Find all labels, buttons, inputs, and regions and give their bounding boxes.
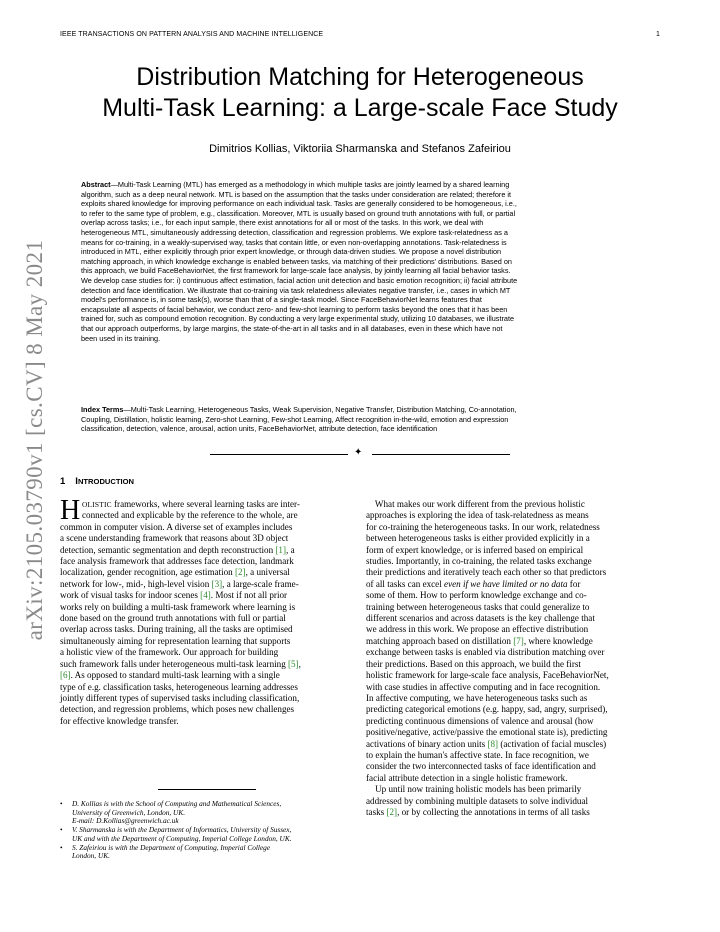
page-number: 1 [656,31,660,38]
text-run: their predictions. Based on this approach, we build the first [366,658,581,669]
text-run: tasks [366,806,387,817]
abstract-line [81,247,642,257]
body-line [60,613,354,624]
citation-link[interactable]: [3] [211,578,223,589]
section-title-rest: NTRODUCTION [77,477,135,486]
body-line [366,659,660,670]
body-line [366,602,660,613]
text-run: to explain the human's affective state. In face recognition, we [366,749,589,760]
body-line [366,739,660,750]
text-run: , a universal [245,567,290,578]
abstract-line [81,190,642,200]
body-line [366,522,660,533]
body-line [60,670,354,681]
text-run: we address in this work. We propose an effective distribution [366,624,589,635]
text-run: simultaneously aiming for representation learning that supports [60,635,291,646]
section-number: 1 [60,476,66,487]
text-run: a scene understanding framework that reasons about 3D object [60,533,289,544]
footnote-line: University of Greenwich, London, UK. [72,807,186,817]
text-run: form of expert knowledge, or is inferred based on empirical [366,544,584,555]
abstract-line [81,314,642,324]
abstract-line [81,199,642,209]
body-line [60,716,354,727]
body-line [366,567,660,578]
running-head: IEEE TRANSACTIONS ON PATTERN ANALYSIS AND MACHINE INTELLIGENCE [60,31,324,38]
divider-rule-right [372,454,510,455]
section-divider [210,449,510,461]
divider-rule-left [210,454,348,455]
paper-title [60,62,660,124]
abstract-text: detection and face identification. We illustrate that co-training via task relatedness alleviates negative transfer, i.e., cases in which MT [81,285,511,295]
body-line [366,590,660,601]
text-run: detection, semantic segmentation and depth reconstruction [60,544,276,555]
footnote-line: V. Sharmanska is with the Department of Informatics, University of Sussex, [72,825,292,835]
arxiv-stamp: arXiv:2105.03790v1 [cs.CV] 8 May 2021 [22,239,47,641]
text-run: exchange between tasks is enabled via distribution matching over [366,647,605,658]
body-line [366,693,660,704]
body-line [60,533,354,544]
footnote-rule [158,789,256,790]
citation-link[interactable]: [2] [386,806,398,817]
text-run: consider the two interconnected tasks of face identification and [366,761,596,772]
text-run: training between heterogeneous tasks that could generalize to [366,601,590,612]
body-line [366,510,660,521]
abstract-text: heterogeneous MTL, simultaneously addressing detection, classification and regression problems. We explore task-relatedness as a [81,227,508,237]
body-line [366,784,660,795]
text-run: of all tasks can excel [366,578,445,589]
abstract-line [81,276,642,286]
abstract-text: that our approach outperforms, by large margins, the state-of-the-art in all tasks and in all databases, even in these which have not [81,323,503,333]
footnote-item [60,826,354,843]
footnote-line: D. Kollias is with the School of Computing and Mathematical Sciences, [72,799,282,808]
abstract-text: overlap across tasks; i.e., for each input sample, there exist annotations for all or most of the tasks. In this work, we deal with [81,218,484,228]
body-line [60,602,354,613]
body-line [366,499,660,510]
text-run: matching approach based on distillation [366,635,514,646]
text-run: their predictions and iteratively teach each other so that predictors [366,567,607,578]
abstract-text: model's performance is, in some task(s), worse than that of a single-task model. Since FaceBehaviorNet learns features that [81,295,482,305]
body-line [366,636,660,647]
abstract-line [81,324,642,334]
abstract-text: algorithm, such as a deep neural network. MTL is based on the assumption that the tasks under consideration are related; therefore it [81,189,512,199]
abstract-text: trained for, such as compound emotion recognition. By conducting a very large experimental study, utilizing 10 databases, we illustrate [81,314,515,324]
footnote-line: S. Zafeiriou is with the Department of Computing, Imperial College [72,842,271,852]
body-line [366,796,660,807]
body-line [60,636,354,647]
text-run: localization, gender recognition, age estimation [60,567,235,578]
body-line [60,704,354,715]
text-run: for [567,578,581,589]
body-line [60,499,354,510]
text-run: What makes our work different from the previous holistic [366,499,585,509]
index-terms-text: —Multi-Task Learning, Heterogeneous Tasks, Weak Supervision, Negative Transfer, Distribution Matching, Co-annotation, [123,405,517,414]
abstract-text: —Multi-Task Learning (MTL) has emerged as a methodology in which multiple tasks are jointly learned by a shared learning [110,180,510,189]
body-line [366,773,660,784]
abstract-line [81,209,642,219]
title-line-2: Multi-Task Learning: a Large-scale Face Study [102,94,618,122]
citation-link[interactable]: [2] [235,567,246,578]
text-run: , or by collecting the annotations in terms of all tasks [397,806,590,817]
body-line [366,807,660,818]
abstract-line [81,180,642,190]
body-line [60,590,354,601]
body-line [60,693,354,704]
body-line [60,647,354,658]
text-run: , a large-scale frame- [222,578,299,589]
citation-link[interactable]: [5] [288,658,299,669]
abstract-text: means for co-training, in a weakly-supervised way, tasks that contain little, or even non-overlapping annotations. Task-relatedness is [81,237,507,247]
text-run: frameworks, where several learning tasks are inter- [111,499,300,509]
author-list: Dimitrios Kollias, Viktoriia Sharmanska and Stefanos Zafeiriou [209,143,511,155]
body-line [60,545,354,556]
citation-link[interactable]: [8] [487,738,499,749]
text-run: work of visual tasks for indoor scenes [60,590,201,601]
body-line [366,716,660,727]
text-run: . As opposed to standard multi-task learning with a single [70,670,280,681]
abstract-line [81,228,642,238]
abstract-line [81,218,642,228]
text-run: predicting categorical emotions (e.g. happy, sad, angry, surprised), [366,704,608,715]
footnote-bullet: • [60,842,63,852]
body-line [366,682,660,693]
text-run: different scenarios and across datasets is the key challenge that [366,613,595,624]
body-line [366,624,660,635]
body-line [366,545,660,556]
left-column [60,495,354,727]
text-run: approaches is exploring the idea of task-relatedness as means [366,510,589,521]
body-line [60,624,354,635]
text-run: a holistic view of the framework. Our approach for building [60,647,279,658]
abstract-line [81,286,642,296]
text-run: for co-training the heterogeneous tasks. In our work, relatedness [366,521,600,532]
body-line [366,533,660,544]
text-run: detection, and regression problems, which poses new challenges [60,704,295,715]
index-terms-line [81,405,642,415]
abstract-text: to refer to the same type of problem, e.g., classification. Moreover, MTL is usually based on ground truth annotations with full, or partial [81,208,516,218]
text-run: done based on the ground truth annotations with full or partial [60,613,286,624]
text-run: network for low-, mid-, high-level vision [60,578,212,589]
citation-link[interactable]: [7] [513,635,524,646]
text-run: some of them. How to perform knowledge exchange and co- [366,590,587,601]
body-line [366,761,660,772]
footnote-item [60,844,354,861]
abstract-line [81,334,642,344]
text-run: In affective computing, we have heterogeneous tasks such as [366,692,588,703]
abstract-text: encapsulate all aspects of facial behavior, we conduct zero- and few-shot learning to perform tasks beyond the ones that it has been [81,304,508,314]
citation-link[interactable]: [6] [60,670,71,681]
text-run: , [298,658,301,669]
title-line-1: Distribution Matching for Heterogeneous [136,63,584,91]
abstract-line [81,305,642,315]
abstract-text: exploits shared knowledge for improving performance on each individual task. Tasks are generally considered to be homogeneous, i.e., [81,199,517,209]
abstract-text: been used in its training. [81,333,161,343]
text-run: for effective knowledge transfer. [60,715,179,726]
footnote-bullet: • [60,825,63,835]
text-run: holistic framework for large-scale face analysis, FaceBehaviorNet, [366,670,609,681]
body-line [60,682,354,693]
body-line [60,579,354,590]
body-line [60,556,354,567]
abstract [81,180,642,343]
abstract-line [81,295,642,305]
text-run: . Most if not all prior [210,590,288,601]
text-run: common in computer vision. A diverse set of examples includes [60,521,293,532]
body-line [60,567,354,578]
body-line [366,647,660,658]
emphasis-text: even if we have limited or no data [444,578,568,589]
right-column [366,499,660,818]
text-run: works rely on building a multi-task framework where learning is [60,601,296,612]
drop-cap: H [60,495,81,526]
citation-link[interactable]: [4] [200,590,211,601]
citation-link[interactable]: [1] [275,544,287,555]
body-line [366,750,660,761]
text-run: such framework falls under heterogeneous multi-task learning [60,658,289,669]
abstract-text: this approach, we build FaceBehaviorNet, the first framework for large-scale face analysis, by jointly learning all facial behavior tasks. [81,266,511,276]
text-run: with case studies in affective computing and in face recognition. [366,681,601,692]
index-terms-text: Coupling, Distillation, holistic learning, Zero-shot Learning, Few-shot Learning, Affect recognition in-the-wild, emotion and expression [81,414,509,424]
divider-diamond-icon: ✦ [354,447,363,458]
footnote-item [60,800,354,826]
footnote-line: London, UK. [72,851,110,861]
body-line [366,670,660,681]
first-word-smallcaps: OLISTIC [82,500,112,509]
index-terms-label: Index Terms [81,405,124,414]
text-run: predicting continuous dimensions of valence and arousal (how [366,715,594,726]
body-line [366,579,660,590]
text-run: (activation of facial muscles) [498,738,607,749]
text-run: studies. Importantly, in co-training, the related tasks exchange [366,556,592,567]
text-run: facial attribute detection in a single holistic framework. [366,772,568,783]
index-terms [81,405,642,434]
section-title-initial: I [75,476,78,487]
index-terms-line [81,415,642,425]
abstract-text: introduced in MTL, either explicitly through prior expert knowledge, or through data-driven studies. We propose a novel distribution [81,247,502,257]
footnote-bullet: • [60,799,63,808]
index-terms-text: classification, detection, valence, arousal, action units, FaceBehaviorNet, attribute detection, face identification [81,424,438,434]
body-line [60,522,354,533]
text-run: type of e.g. classification tasks, heterogeneous learning addresses [60,681,298,692]
footnote-line: UK and with the Department of Computing, Imperial College London, UK. [72,833,292,843]
abstract-line [81,266,642,276]
abstract-line [81,238,642,248]
body-line [366,704,660,715]
body-line [366,556,660,567]
text-run: positive/negative, active/passive the emotional state is), predicting [366,727,608,738]
footnotes [60,800,354,861]
text-run: , a [286,544,295,555]
body-line [366,613,660,624]
index-terms-line [81,424,642,434]
text-run: , where knowledge [523,635,593,646]
text-run: between heterogeneous tasks is either provided explicitly in a [366,533,590,544]
body-line [366,727,660,738]
body-line [60,659,354,670]
section-heading [60,476,134,487]
abstract-text: matching approach, in which knowledge exchange is enabled between tasks, via matching of their predictions' distributions. Based on [81,256,512,266]
text-run: jointly different types of supervised tasks including classification, [60,692,300,703]
text-run: face analysis framework that addresses face detection, landmark [60,556,294,567]
abstract-label: Abstract [81,180,111,189]
body-line [60,510,354,521]
text-run: addressed by combining multiple datasets to solve individual [366,795,589,806]
text-run: activations of binary action units [366,738,488,749]
abstract-line [81,257,642,267]
abstract-text: We develop case studies for: i) continuous affect estimation, facial action unit detection and basic emotion recognition; ii) facial attribute [81,275,518,285]
text-run: overlap across tasks. During training, all the tasks are optimised [60,624,293,635]
text-run: connected and explicable by the reference to the whole, are [82,510,298,521]
footnote-line: E-mail: D.Kollias@greenwich.ac.uk [72,816,179,826]
text-run: Up until now training holistic models has been primarily [366,784,582,795]
